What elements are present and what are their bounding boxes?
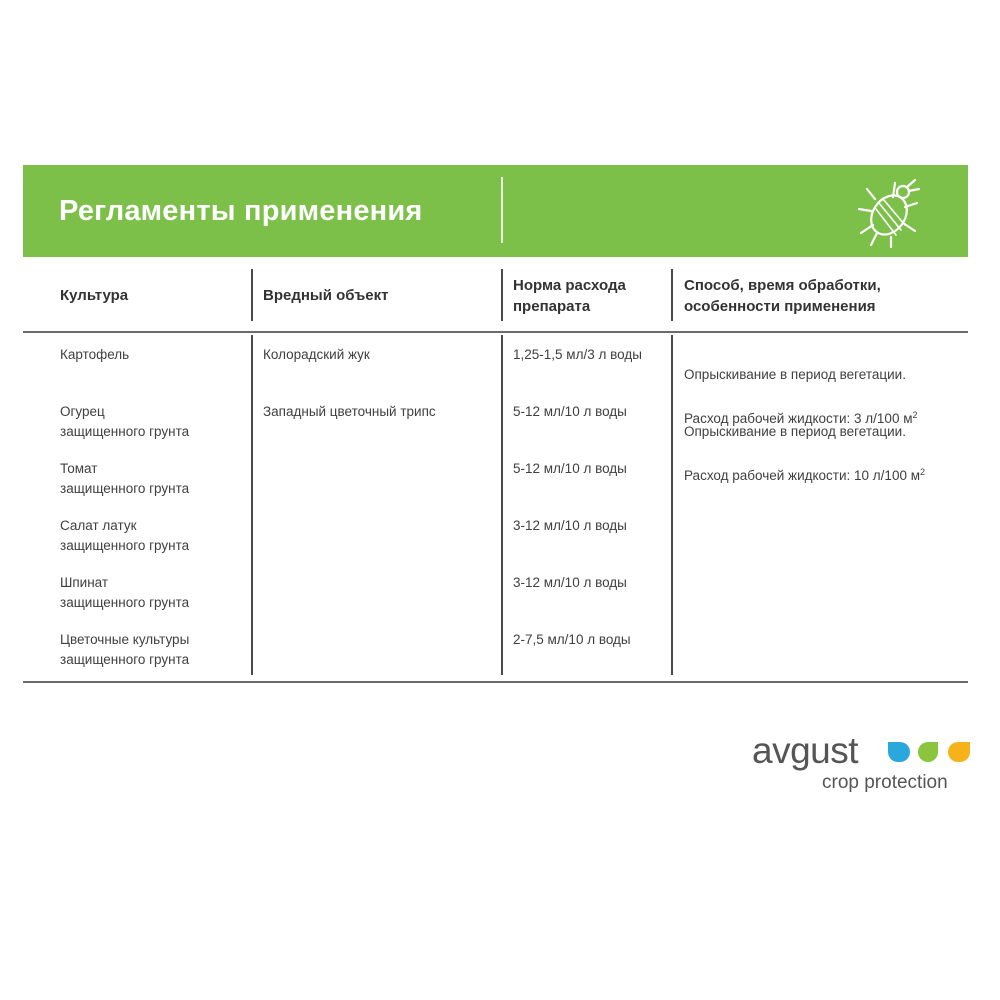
table-cell-pest: Западный цветочный трипс bbox=[263, 404, 436, 419]
logo-drop-orange bbox=[948, 742, 970, 762]
method-consumption: Расход рабочей жидкости: 10 л/100 м bbox=[684, 468, 920, 483]
regulations-table bbox=[23, 257, 968, 687]
table-cell-rate: 5-12 мл/10 л воды bbox=[513, 461, 627, 476]
table-cell-rate: 3-12 мл/10 л воды bbox=[513, 518, 627, 533]
table-cell-rate: 2-7,5 мл/10 л воды bbox=[513, 632, 631, 647]
column-divider bbox=[251, 335, 253, 675]
table-cell-crop: Шпинат защищенного грунта bbox=[60, 575, 190, 610]
logo-leaf-icon bbox=[886, 740, 972, 762]
column-divider bbox=[671, 335, 673, 675]
unit-superscript: 2 bbox=[912, 410, 918, 420]
banner-divider bbox=[501, 177, 503, 243]
header-rule bbox=[23, 331, 968, 333]
column-divider bbox=[501, 335, 503, 675]
column-divider bbox=[671, 269, 673, 321]
table-cell-crop: Салат латук защищенного грунта bbox=[60, 518, 190, 553]
table-cell-crop: Огурец защищенного грунта bbox=[60, 404, 190, 439]
column-divider bbox=[501, 269, 503, 321]
table-cell-pest: Колорадский жук bbox=[263, 347, 370, 362]
unit-superscript: 2 bbox=[920, 467, 926, 477]
avgust-logo bbox=[752, 730, 982, 800]
title-banner bbox=[23, 165, 968, 257]
header-rate: Норма расхода препарата bbox=[513, 277, 626, 315]
header-pest: Вредный объект bbox=[263, 287, 389, 304]
bottom-rule bbox=[23, 681, 968, 683]
logo-drop-blue bbox=[888, 742, 910, 762]
table-cell-crop: Цветочные культуры защищенного грунта bbox=[60, 632, 190, 667]
table-cell-rate: 5-12 мл/10 л воды bbox=[513, 404, 627, 419]
table-cell-rate: 3-12 мл/10 л воды bbox=[513, 575, 627, 590]
method-consumption: Расход рабочей жидкости: 3 л/100 м bbox=[684, 411, 913, 426]
header-method: Способ, время обработки, особенности применения bbox=[684, 277, 881, 315]
logo-wordmark: avgust bbox=[752, 730, 859, 771]
page-title: Регламенты применения bbox=[59, 195, 423, 227]
header-crop: Культура bbox=[60, 287, 129, 304]
table-cell-crop: Картофель bbox=[60, 347, 130, 362]
table-cell-method bbox=[684, 402, 925, 486]
table-cell-rate: 1,25-1,5 мл/3 л воды bbox=[513, 347, 642, 362]
table-cell-crop: Томат защищенного грунта bbox=[60, 461, 190, 496]
method-text: Опрыскивание в период вегетации. bbox=[684, 367, 906, 382]
logo-tagline: crop protection bbox=[822, 772, 948, 793]
method-text: Опрыскивание в период вегетации. bbox=[684, 424, 906, 439]
column-divider bbox=[251, 269, 253, 321]
logo-drop-green bbox=[918, 742, 938, 762]
beetle-icon bbox=[849, 175, 925, 251]
